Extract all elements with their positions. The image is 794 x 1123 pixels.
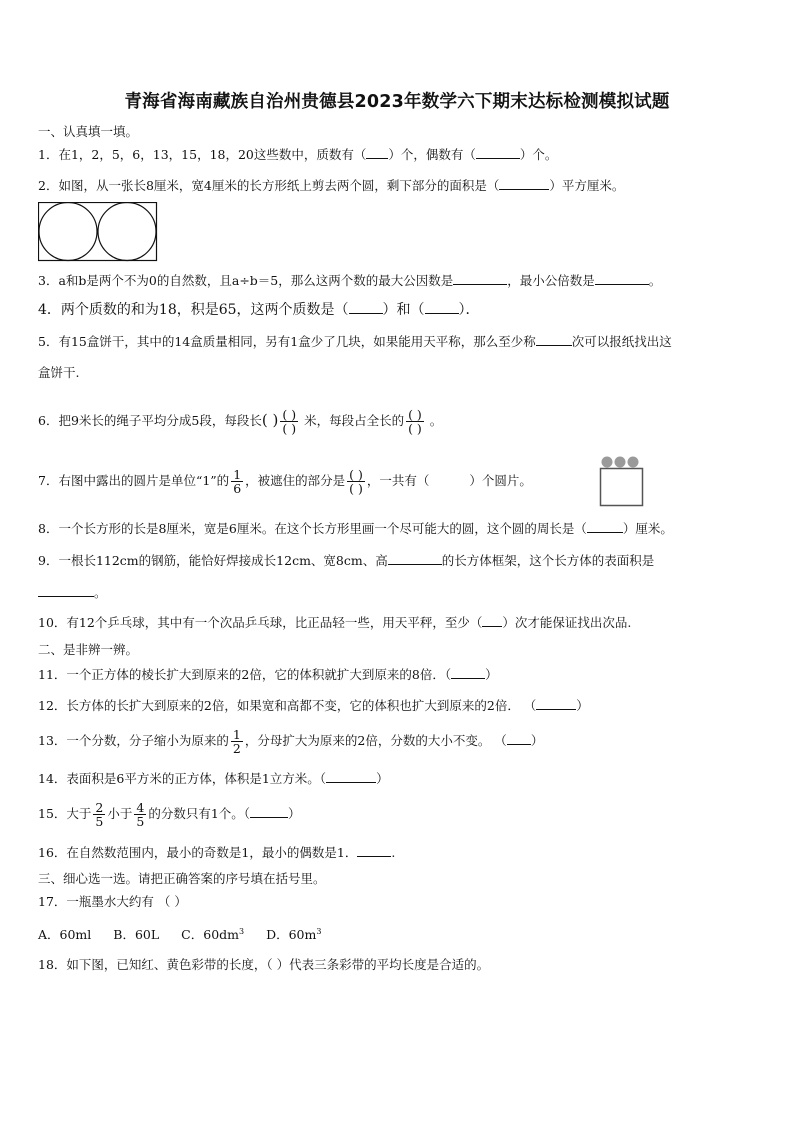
q16-text-a: 16．在自然数范围内，最小的奇数是1，最小的偶数是1．	[38, 845, 358, 860]
question-13	[38, 723, 543, 759]
q15-text-a: 15．大于	[38, 806, 92, 821]
figure-circle-right	[98, 203, 156, 261]
q17-option-c-sup: 3	[239, 926, 245, 936]
q15-frac1-num: 2	[95, 800, 104, 815]
q7-text-d: ）个圆片。	[469, 473, 532, 488]
q8-text-a: 8．一个长方形的长是8厘米，宽是6厘米。在这个长方形里画一个尽可能大的圆，这个圆的周长是（	[38, 521, 587, 536]
q9-text-a: 9．一根长112cm的钢筋，能恰好焊接成长12cm、宽8cm、高	[38, 553, 388, 568]
q9-blank-1	[388, 552, 442, 565]
q7-fraction-1	[231, 468, 243, 495]
q12-text-a: 12．长方体的长扩大到原来的2倍，如果宽和高都不变，它的体积也扩大到原来的2倍． （	[38, 698, 537, 713]
q18-text-a: 18．如下图，已知红、黄色彩带的长度，（ ）代表三条彩带的平均长度是合适的。	[38, 957, 490, 972]
q13-text-b: ，分母扩大为原来的2倍，分数的大小不变。 （	[244, 733, 507, 748]
question-8	[38, 520, 673, 537]
q15-text-d: ）	[288, 806, 301, 821]
q15-text-b: 小于	[107, 806, 133, 821]
q1-text-b: ）个，偶数有（	[388, 147, 476, 162]
q7-frac1-den: 6	[233, 481, 242, 496]
rectangle-two-circles-figure	[38, 202, 158, 262]
q6-frac1-den: ( )	[282, 421, 297, 436]
q15-frac1-den: 5	[95, 814, 104, 829]
question-16	[38, 844, 395, 861]
question-2	[38, 177, 624, 194]
q13-frac-den: 2	[232, 741, 241, 756]
q13-frac-num: 1	[232, 727, 241, 742]
q12-blank	[536, 697, 576, 710]
q3-blank-2	[595, 272, 649, 285]
q9-text-b: 的长方体框架，这个长方体的表面积是	[441, 553, 655, 568]
q15-frac2-num: 4	[136, 800, 145, 815]
q7-text-b: ，被遮住的部分是	[245, 473, 346, 488]
q5-text-b: 次可以报纸找出这	[571, 334, 672, 349]
section-heading-2: 二、是非辨一辨。	[38, 642, 139, 657]
q6-fraction-1	[280, 408, 298, 435]
q17-option-c: C．60dm	[181, 927, 239, 942]
q15-fraction-1	[93, 801, 105, 828]
figure-circle-left	[39, 203, 97, 261]
q5-text-c: 盒饼干.	[38, 365, 80, 380]
question-1	[38, 146, 557, 163]
q4-blank-1	[349, 301, 383, 314]
q6-frac2-num: ( )	[408, 407, 422, 422]
question-7	[38, 462, 532, 500]
question-11	[38, 666, 498, 683]
section-heading-3: 三、细心选一选。请把正确答案的序号填在括号里。	[38, 871, 326, 886]
q6-text-a: 6．把9米长的绳子平均分成5段，每段长	[38, 413, 262, 428]
q15-blank	[250, 805, 288, 818]
question-10	[38, 614, 631, 631]
q7-fraction-2	[347, 468, 365, 495]
q8-blank	[587, 520, 623, 533]
q7-frac2-den: ( )	[349, 481, 363, 496]
q13-fraction	[231, 728, 243, 755]
q3-blank-1	[453, 272, 507, 285]
question-14	[38, 770, 389, 787]
q3-text-b: ，最小公倍数是	[507, 273, 595, 288]
q4-blank-2	[425, 301, 459, 314]
q1-blank-1	[366, 146, 388, 159]
q9-text-c: 。	[94, 585, 107, 600]
q16-text-b: .	[391, 845, 396, 860]
q7-text-c: ，一共有（	[366, 473, 430, 488]
question-15	[38, 796, 301, 832]
q6-frac2-den: ( )	[408, 421, 422, 436]
q15-frac2-den: 5	[136, 814, 145, 829]
q14-text-b: ）	[376, 771, 389, 786]
q6-text-c: 。	[429, 413, 443, 428]
q13-blank	[507, 732, 531, 745]
q13-text-a: 13．一个分数，分子缩小为原来的	[38, 733, 229, 748]
q4-text-c: ）．	[458, 302, 480, 318]
cover-rectangle	[601, 469, 643, 506]
section-heading-1: 一、认真填一填。	[38, 124, 139, 139]
question-9	[38, 552, 654, 569]
q10-text-a: 10．有12个乒乓球，其中有一个次品乒乓球，比正品轻一些，用天平秤，至少（	[38, 615, 483, 630]
q14-blank	[326, 770, 376, 783]
question-12	[38, 697, 589, 714]
q15-fraction-2	[134, 801, 146, 828]
q12-text-b: ）	[576, 698, 589, 713]
q7-frac2-num: ( )	[349, 467, 363, 482]
question-18	[38, 957, 489, 973]
q17-option-d: D．60m	[266, 927, 317, 942]
q6-text-b: 米，每段占全长的	[304, 413, 405, 428]
q6-fraction-2	[406, 408, 424, 435]
q17-option-d-sup: 3	[316, 926, 322, 936]
q11-text-b: ）	[485, 667, 498, 682]
q14-text-a: 14．表面积是6平方米的正方体，体积是1立方米。（	[38, 771, 327, 786]
q10-text-b: ）次才能保证找出次品.	[502, 615, 632, 630]
q10-blank	[482, 614, 502, 627]
q16-blank	[357, 844, 391, 857]
q2-text-b: ）平方厘米。	[549, 178, 625, 193]
q7-text-a: 7．右图中露出的圆片是单位“1”的	[38, 473, 230, 488]
q17-text-a: 17．一瓶墨水大约有 （ ）	[38, 894, 187, 909]
q6-frac1-num: ( )	[282, 407, 297, 422]
q9-blank-2	[38, 584, 94, 597]
q5-blank	[536, 333, 572, 346]
q11-text-a: 11．一个正方体的棱长扩大到原来的2倍，它的体积就扩大到原来的8倍．（	[38, 667, 452, 682]
q13-text-c: ）	[530, 733, 544, 748]
page-title: 青海省海南藏族自治州贵德县2023年数学六下期末达标检测模拟试题	[124, 92, 670, 112]
question-3	[38, 272, 661, 289]
q3-text-c: 。	[648, 273, 662, 288]
circle-piece-1	[602, 457, 613, 468]
q1-text-c: ）个。	[519, 147, 558, 162]
q17-option-b: B．60L	[113, 927, 160, 942]
q7-frac1-num: 1	[233, 467, 242, 482]
question-17-options	[38, 927, 321, 943]
q6-paren-1: ( )	[261, 411, 279, 429]
q4-text-b: ）和（	[382, 302, 425, 318]
q4-text-a: 4．两个质数的和为18，积是65，这两个质数是（	[38, 302, 349, 318]
q5-text-a: 5．有15盒饼干，其中的14盒质量相同，另有1盒少了几块，如果能用天平称，那么至少称	[38, 334, 536, 349]
question-4	[38, 301, 480, 318]
question-6	[38, 400, 442, 440]
q3-text-a: 3．a和b是两个不为0的自然数，且a÷b＝5，那么这两个数的最大公因数是	[38, 273, 454, 288]
circle-piece-2	[615, 457, 626, 468]
question-5-cont	[38, 365, 79, 381]
q8-text-b: ）厘米。	[622, 521, 673, 536]
question-17	[38, 894, 187, 910]
q11-blank	[451, 666, 485, 679]
question-5	[38, 333, 672, 350]
q17-option-a: A．60ml	[38, 927, 92, 942]
q1-text-a: 1．在1，2，5，6，13，15，18，20这些数中，质数有（	[38, 147, 367, 162]
q2-blank	[499, 177, 549, 190]
question-9-cont	[38, 584, 107, 601]
q15-text-c: 的分数只有1个。（	[148, 806, 251, 821]
q2-text-a: 2．如图，从一张长8厘米，宽4厘米的长方形纸上剪去两个圆，剩下部分的面积是（	[38, 178, 500, 193]
circle-piece-3	[628, 457, 639, 468]
covered-circles-figure	[598, 454, 646, 508]
q1-blank-2	[476, 146, 520, 159]
